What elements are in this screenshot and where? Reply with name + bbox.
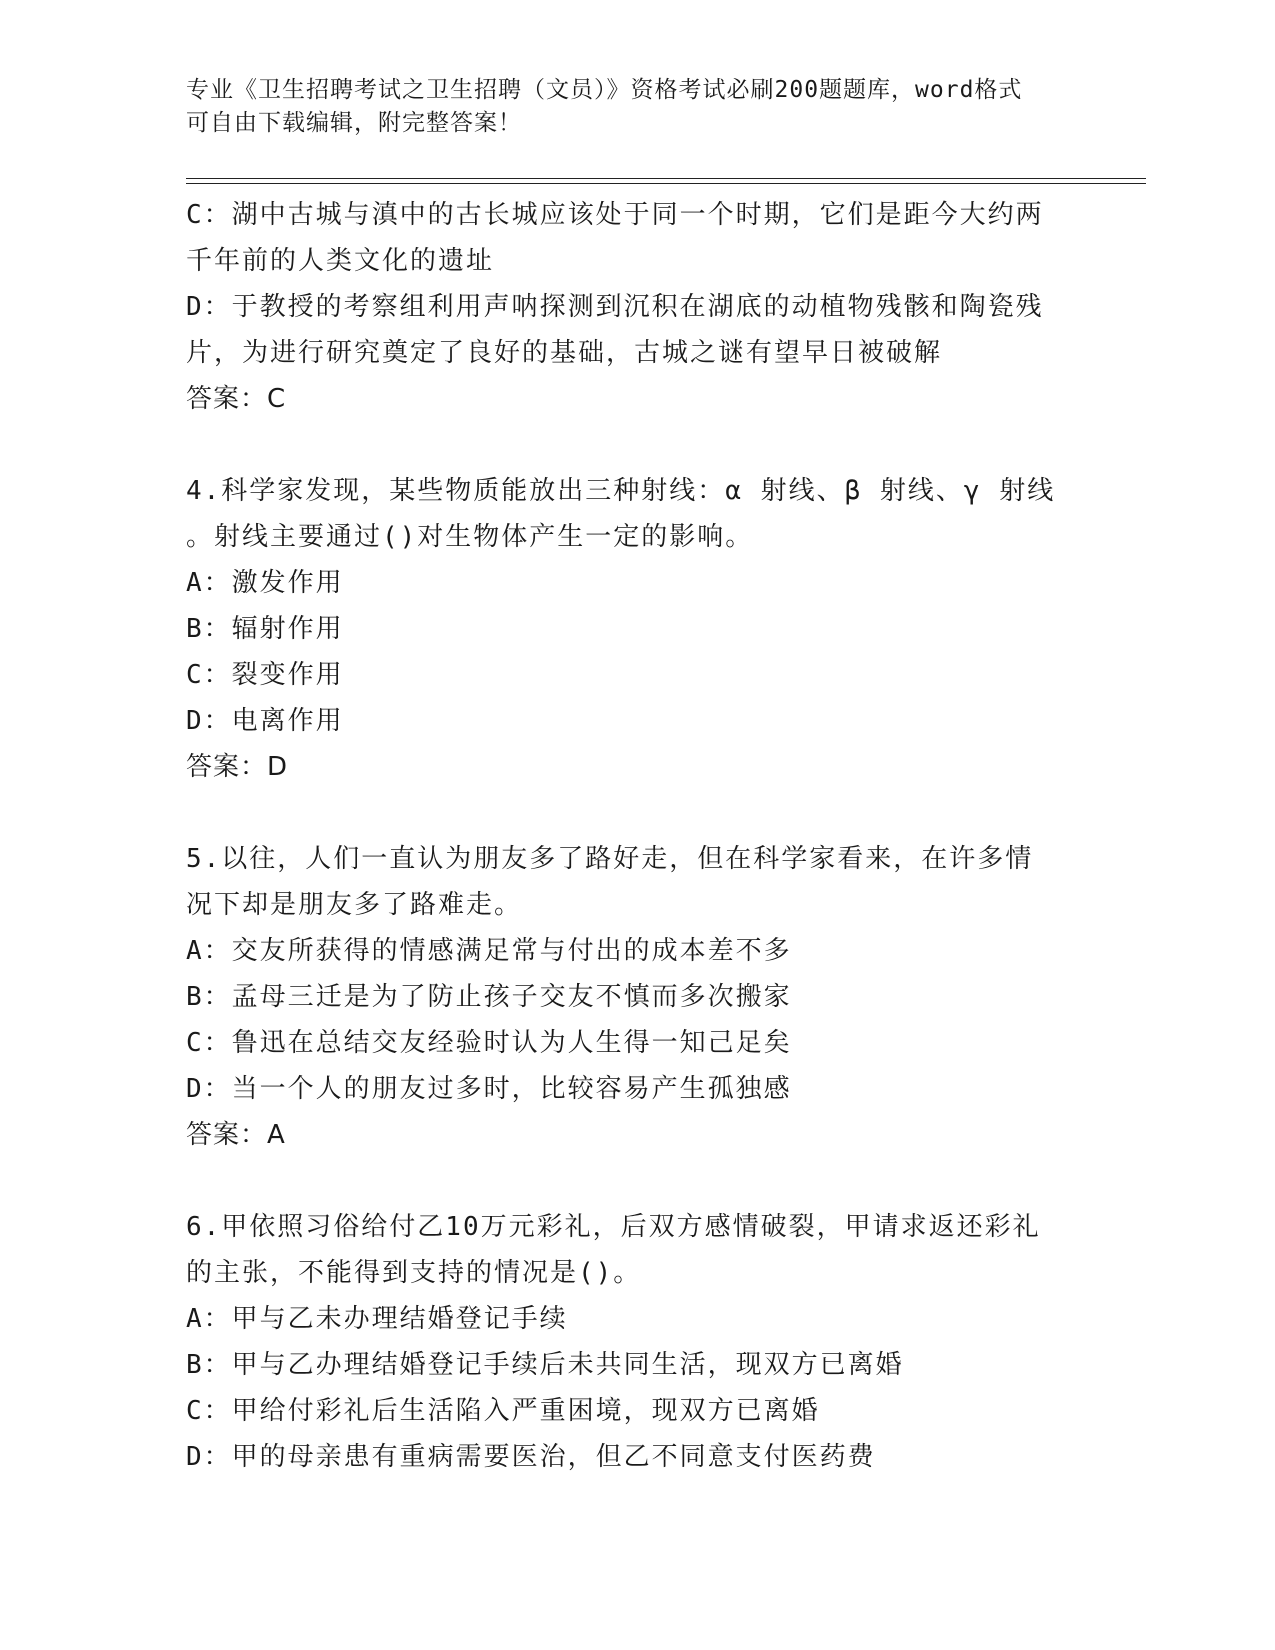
spacer (186, 1158, 1086, 1204)
header-title-line-2: 可自由下载编辑，附完整答案！ (186, 110, 522, 136)
option-d: D：于教授的考察组利用声呐探测到沉积在湖底的动植物残骸和陶瓷残 (186, 292, 1044, 322)
question-5 (186, 836, 1086, 1158)
question-content (186, 192, 1086, 1480)
option-a: A：甲与乙未办理结婚登记手续 (186, 1304, 568, 1334)
answer-label: 答案：A (186, 1120, 286, 1150)
option-c: C：甲给付彩礼后生活陷入严重困境，现双方已离婚 (186, 1396, 820, 1426)
option-c-continued: 千年前的人类文化的遗址 (186, 246, 495, 276)
header-title-line-1: 专业《卫生招聘考试之卫生招聘（文员）》资格考试必刷200题题库，word格式 (186, 77, 1023, 103)
question-4 (186, 468, 1086, 790)
question-stem: 4.科学家发现，某些物质能放出三种射线：α 射线、β 射线、γ 射线 (186, 476, 1056, 506)
document-header (186, 74, 1086, 140)
question-stem-continued: 况下却是朋友多了路难走。 (186, 890, 523, 920)
option-d: D：当一个人的朋友过多时，比较容易产生孤独感 (186, 1074, 792, 1104)
option-a: A：交友所获得的情感满足常与付出的成本差不多 (186, 936, 792, 966)
question-stem: 5.以往，人们一直认为朋友多了路好走，但在科学家看来，在许多情 (186, 844, 1034, 874)
option-d: D：电离作用 (186, 706, 344, 736)
option-d: D：甲的母亲患有重病需要医治，但乙不同意支付医药费 (186, 1442, 876, 1472)
answer-label: 答案：D (186, 752, 289, 782)
answer-label: 答案：C (186, 384, 287, 414)
option-c: C：湖中古城与滇中的古长城应该处于同一个时期，它们是距今大约两 (186, 200, 1044, 230)
option-b: B：辐射作用 (186, 614, 344, 644)
header-divider-bottom (186, 183, 1146, 184)
question-6 (186, 1204, 1086, 1480)
option-d-continued: 片，为进行研究奠定了良好的基础，古城之谜有望早日被破解 (186, 338, 943, 368)
option-b: B：甲与乙办理结婚登记手续后未共同生活，现双方已离婚 (186, 1350, 904, 1380)
option-c: C：裂变作用 (186, 660, 344, 690)
spacer (186, 422, 1086, 468)
option-a: A：激发作用 (186, 568, 344, 598)
option-b: B：孟母三迁是为了防止孩子交友不慎而多次搬家 (186, 982, 792, 1012)
option-c: C：鲁迅在总结交友经验时认为人生得一知己足矣 (186, 1028, 792, 1058)
question-stem-continued: 。射线主要通过()对生物体产生一定的影响。 (186, 522, 754, 552)
question-stem: 6.甲依照习俗给付乙10万元彩礼，后双方感情破裂，甲请求返还彩礼 (186, 1212, 1041, 1242)
question-stem-continued: 的主张，不能得到支持的情况是()。 (186, 1258, 642, 1288)
spacer (186, 790, 1086, 836)
header-divider-top (186, 178, 1146, 179)
question-3-fragment (186, 192, 1086, 422)
